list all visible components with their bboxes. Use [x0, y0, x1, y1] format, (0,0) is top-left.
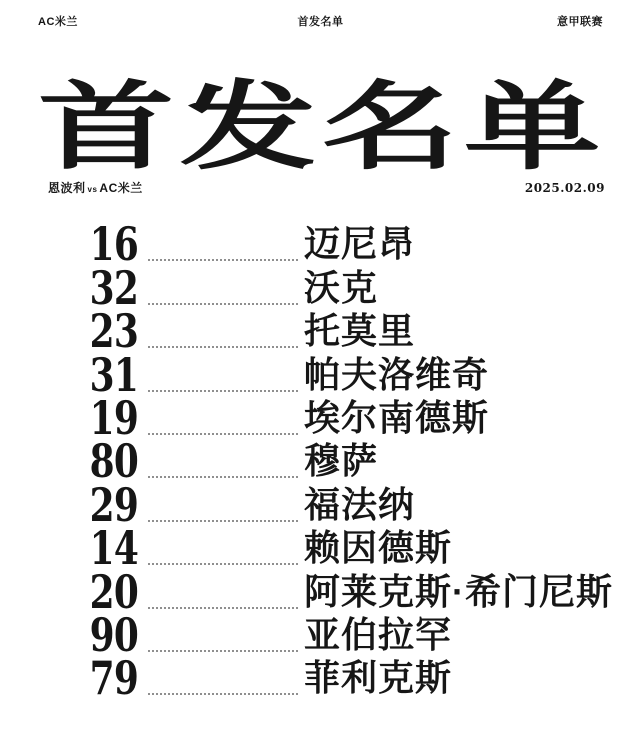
- match-date: 2025.02.09: [524, 181, 605, 195]
- player-name: 穆萨: [304, 440, 379, 482]
- dotted-leader: [148, 520, 298, 522]
- lineup-row: [38, 434, 640, 489]
- top-bar-title: 首发名单: [297, 16, 344, 28]
- player-name: 埃尔南德斯: [304, 396, 490, 438]
- dotted-leader: [148, 433, 298, 435]
- player-name: 亚伯拉罕: [304, 613, 453, 655]
- lineup-list: [38, 217, 640, 706]
- player-name: 阿莱克斯·希门尼斯: [304, 570, 613, 612]
- player-number: 29: [89, 477, 138, 532]
- player-number: 79: [89, 651, 138, 706]
- player-number: 16: [89, 217, 138, 272]
- page-title: 首发名单: [38, 74, 606, 181]
- dotted-leader: [148, 693, 298, 695]
- fixture-vs: vs: [87, 185, 98, 194]
- player-name: 福法纳: [304, 483, 416, 525]
- player-number: 90: [89, 607, 138, 662]
- dotted-leader: [148, 303, 298, 305]
- lineup-row: [38, 390, 640, 445]
- fixture-home: 恩波利: [48, 181, 86, 195]
- player-number: 32: [89, 260, 138, 315]
- player-number: 20: [89, 564, 138, 619]
- fixture-away: AC米兰: [99, 181, 143, 195]
- player-number: 31: [89, 347, 138, 402]
- dotted-leader: [148, 476, 298, 478]
- lineup-row: [38, 347, 640, 402]
- lineup-row: [38, 607, 640, 662]
- dotted-leader: [148, 563, 298, 565]
- player-name: 托莫里: [304, 310, 416, 352]
- player-number: 14: [89, 521, 138, 576]
- lineup-row: [38, 304, 640, 359]
- dotted-leader: [148, 390, 298, 392]
- lineup-row: [38, 217, 640, 272]
- player-name: 帕夫洛维奇: [304, 353, 490, 395]
- player-number: 23: [89, 304, 138, 359]
- lineup-row: [38, 564, 640, 619]
- dotted-leader: [148, 650, 298, 652]
- player-name: 迈尼昂: [304, 223, 416, 265]
- lineup-row: [38, 651, 640, 706]
- player-name: 菲利克斯: [304, 657, 453, 699]
- top-bar: [38, 13, 603, 29]
- player-name: 赖因德斯: [304, 527, 453, 569]
- dotted-leader: [148, 607, 298, 609]
- player-name: 沃克: [304, 266, 379, 308]
- lineup-row: [38, 260, 640, 315]
- top-bar-team: AC米兰: [38, 16, 78, 28]
- lineup-row: [38, 477, 640, 532]
- player-number: 80: [89, 434, 138, 489]
- dotted-leader: [148, 346, 298, 348]
- player-number: 19: [89, 390, 138, 445]
- subtitle-row: [48, 179, 605, 196]
- fixture-label: [48, 179, 143, 196]
- dotted-leader: [148, 259, 298, 261]
- top-bar-league: 意甲联赛: [557, 16, 603, 28]
- lineup-row: [38, 521, 640, 576]
